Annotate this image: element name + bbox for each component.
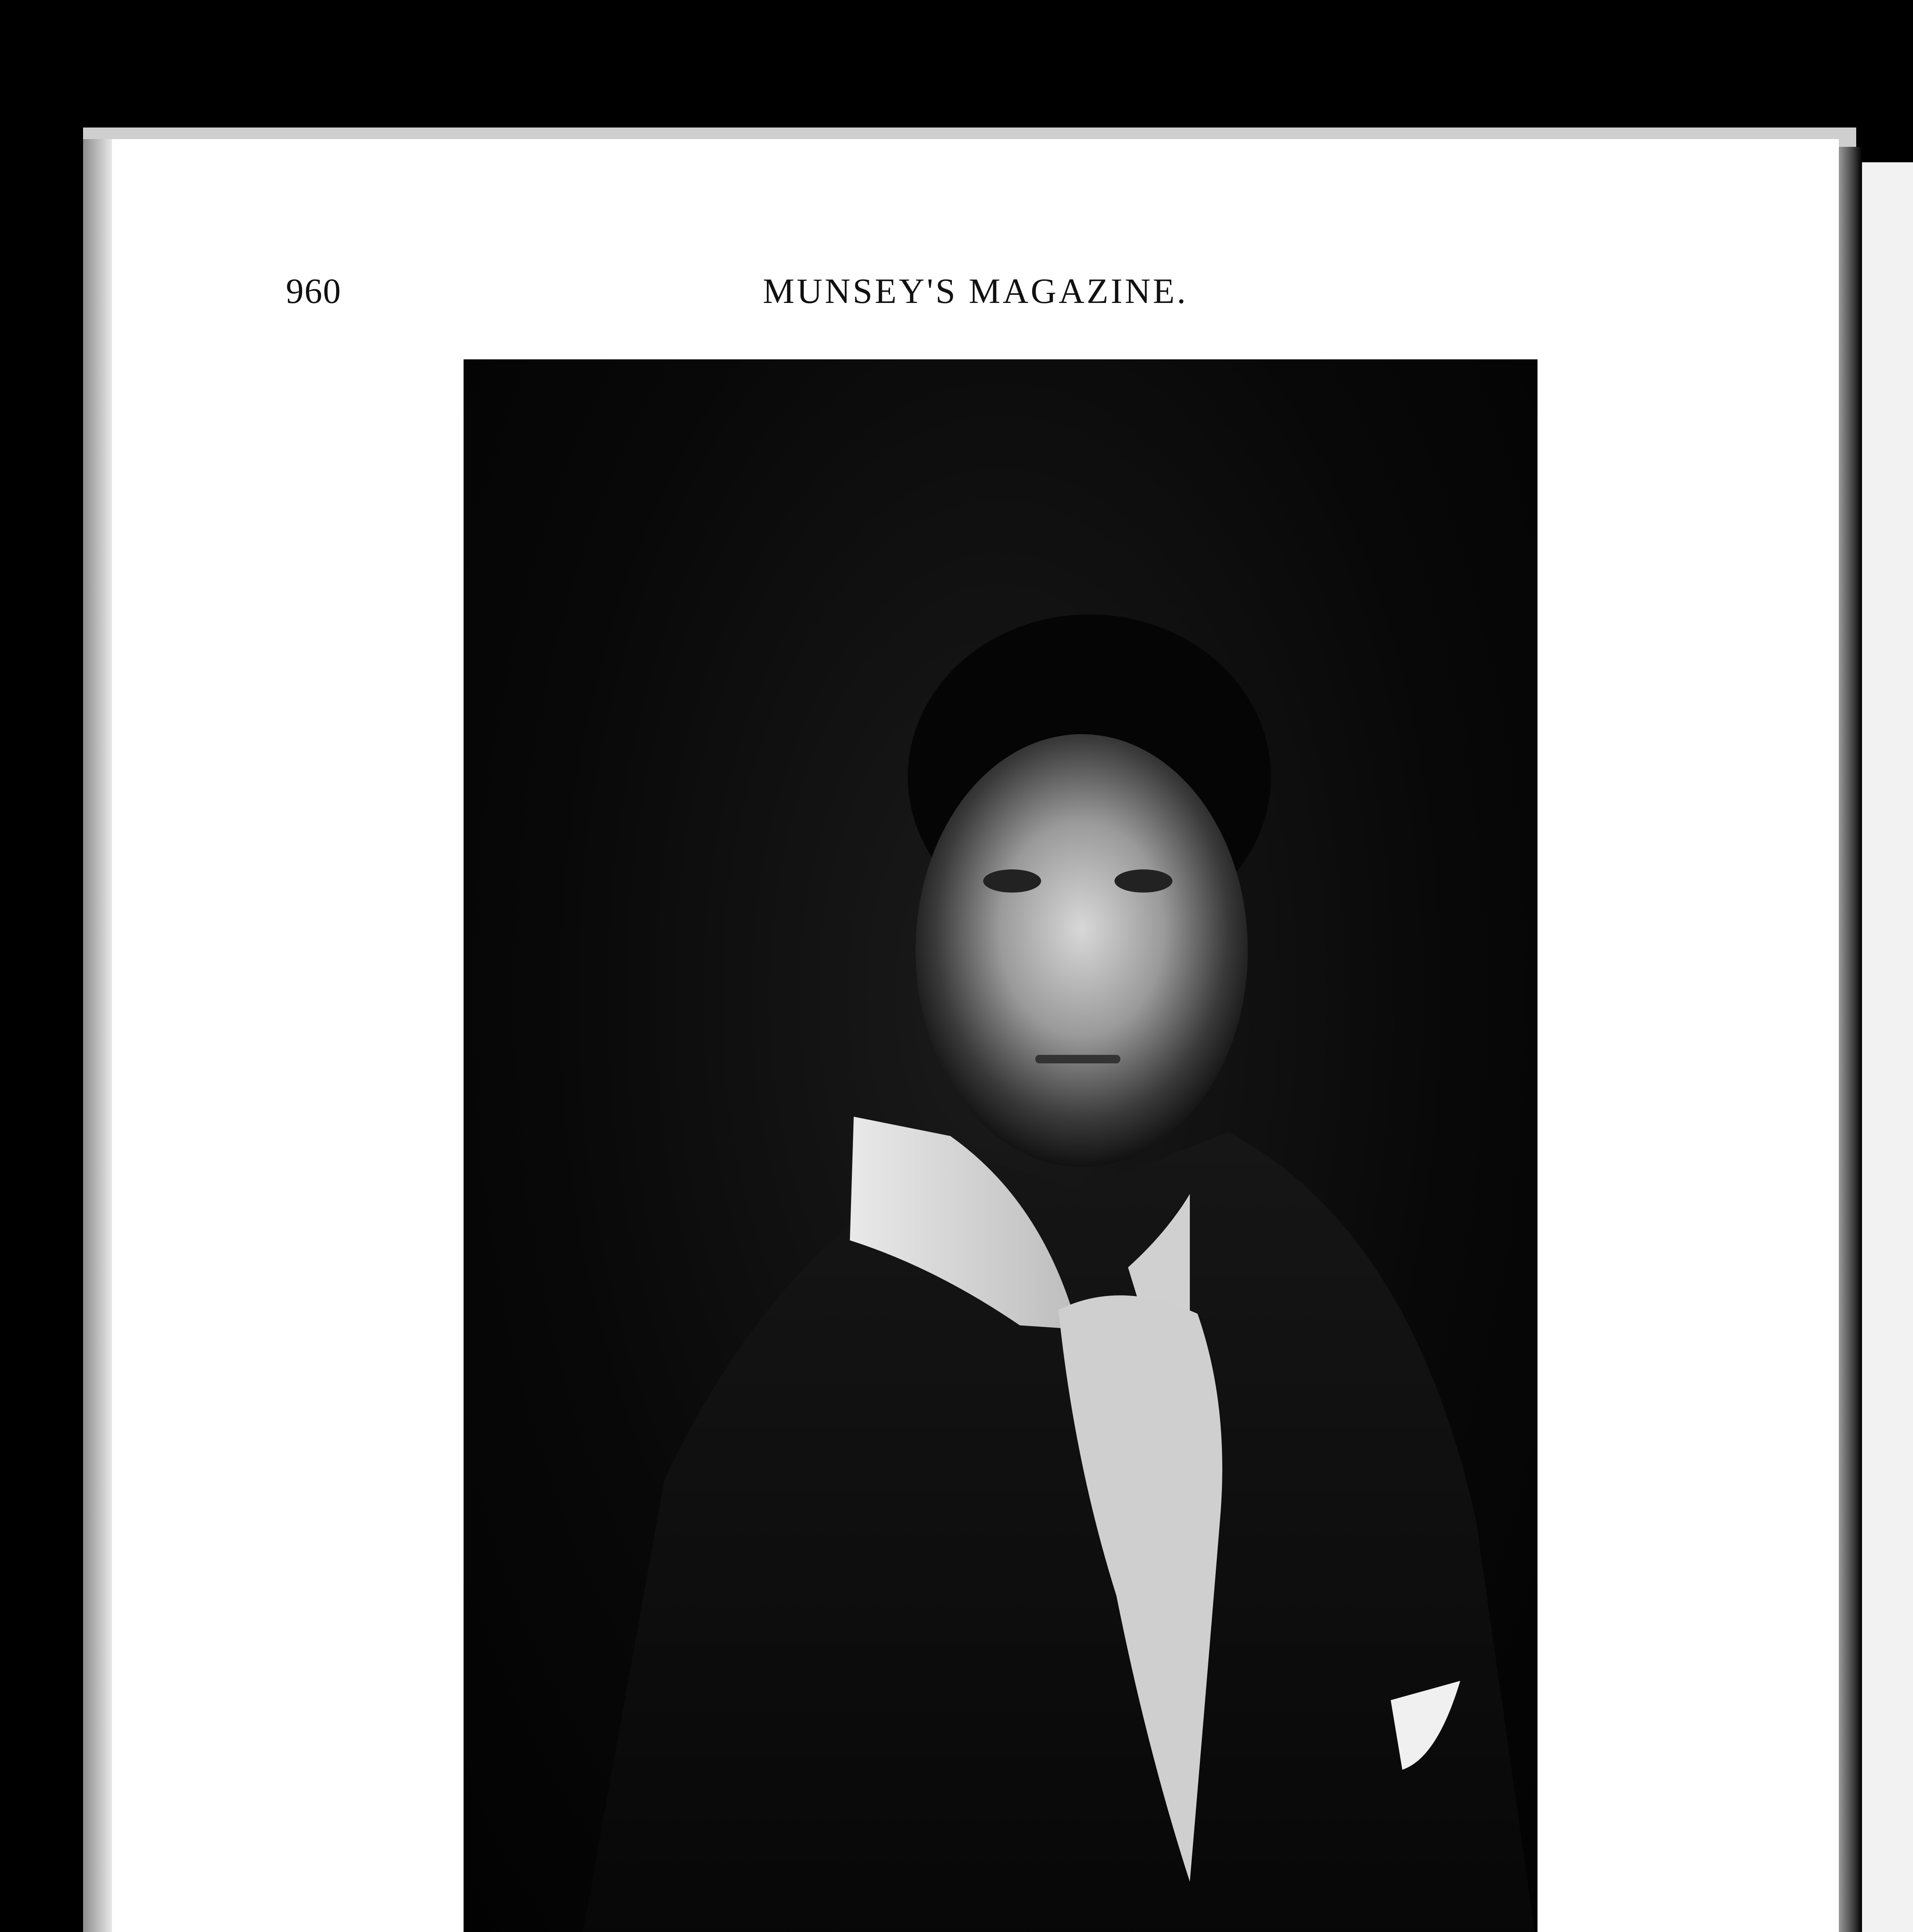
magazine-title: MUNSEY'S MAGAZINE. xyxy=(763,271,1188,311)
page-number: 960 xyxy=(286,271,341,311)
page-edge xyxy=(83,139,112,1932)
binding-gutter xyxy=(1839,147,1862,1932)
portrait-photograph xyxy=(464,359,1538,1932)
portrait-figure xyxy=(464,359,1538,1932)
right-eye xyxy=(1115,869,1172,893)
coat xyxy=(579,1132,1538,1932)
facing-page-edge xyxy=(1862,162,1913,1932)
running-head xyxy=(286,270,1541,321)
left-eye xyxy=(983,869,1041,893)
face xyxy=(916,734,1248,1167)
mouth xyxy=(1035,1055,1120,1063)
